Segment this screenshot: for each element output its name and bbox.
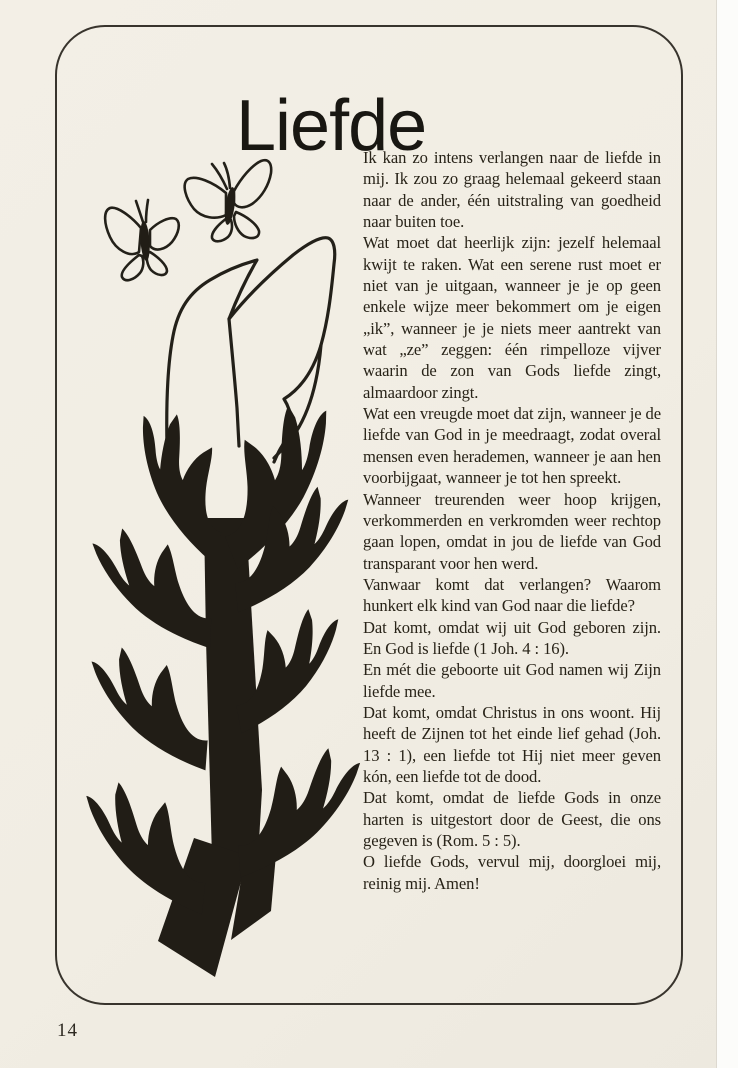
page-number: 14 — [57, 1020, 78, 1041]
body-paragraph: Dat komt, omdat de liefde Gods in onze harten is uitgestort door de Geest, die ons gegeven is (Rom. 5 : 5). — [363, 788, 661, 850]
body-paragraph: Wat moet dat heerlijk zijn: jezelf helemaal kwijt te raken. Wat een serene rust moet er niet van je uitgaan, wanneer je je op geen enkele wijze meer bekommert om je eigen „ik”, wanneer je je niets meer aantrekt van wat „ze” zeggen: één rimpelloze vijver waarin de zon van Gods liefde zingt, almaardoor zingt. — [363, 233, 661, 402]
body-paragraph: Dat komt, omdat wij uit God geboren zijn. En God is liefde (1 Joh. 4 : 16). — [363, 617, 661, 658]
open-hand-icon — [167, 238, 335, 462]
body-paragraph: Ik kan zo intens verlangen naar de liefde in mij. Ik zou zo graag helemaal gekeerd staan naar de ander, één uitstraling van goedheid naar buiten toe. — [363, 148, 661, 232]
body-paragraph: Vanwaar komt dat verlangen? Waarom hunkert elk kind van God naar die liefde? — [363, 574, 661, 616]
tree-of-hands-icon — [69, 392, 373, 977]
body-paragraph: Wat een vreugde moet dat zijn, wanneer je de liefde van God in je meedraagt, zodat overal mensen even herademen, wanneer je aan hen voorbijgaat, wanneer je tot hen spreekt. — [363, 404, 661, 488]
body-paragraph: Wanneer treurenden weer hoop krijgen, verkommerden en verkromden weer rechtop gaan lopen, omdat in jou de liefde van God transparant voor hen werd. — [363, 489, 661, 573]
body-paragraph: Dat komt, omdat Christus in ons woont. Hij heeft de Zijnen tot het einde lief gehad (Joh. 13 : 1), een liefde tot Hij niet meer geven kón, een liefde tot de dood. — [363, 702, 661, 786]
body-paragraph: En mét die geboorte uit God namen wij Zijn liefde mee. — [363, 660, 661, 701]
page-title: Liefde — [236, 86, 427, 167]
body-paragraph: O liefde Gods, vervul mij, doorgloei mij, reinig mij. Amen! — [363, 852, 661, 893]
body-text-column — [363, 147, 661, 894]
